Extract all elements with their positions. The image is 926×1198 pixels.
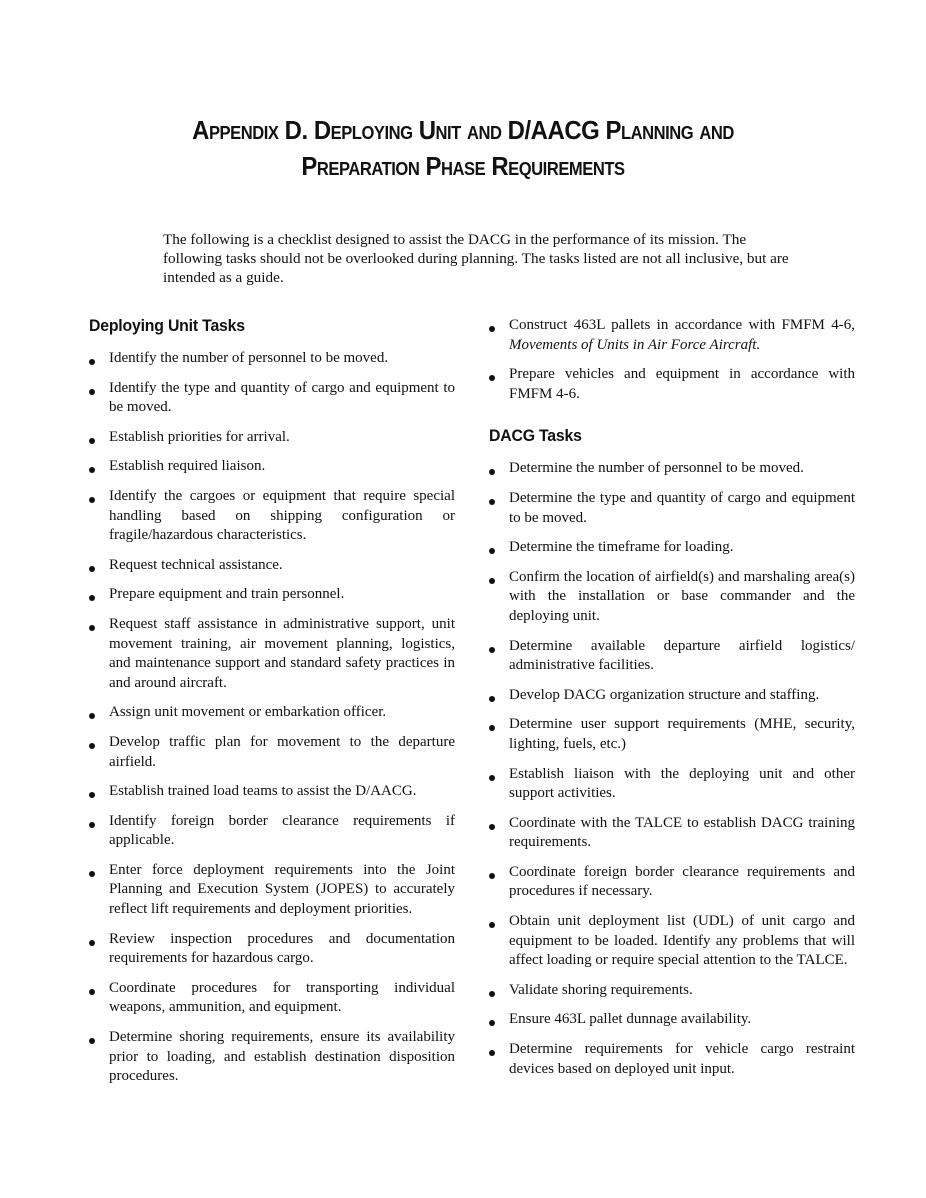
list-item: Identify the cargoes or equipment that require special handling based on shipping configuration or fragile/hazardous characteristics. (89, 487, 455, 546)
page-title-line-1: Appendix D. Deploying Unit and D/AACG Planning and (192, 115, 734, 145)
list-item: Coordinate foreign border clearance requirements and procedures if necessary. (489, 863, 855, 902)
list-item: Ensure 463L pallet dunnage availability. (489, 1010, 855, 1030)
list-item: Coordinate procedures for transporting individual weapons, ammunition, and equipment. (89, 979, 455, 1018)
list-item: Determine shoring requirements, ensure its availability prior to loading, and establish destination disposition procedures. (89, 1028, 455, 1087)
bullet-icon (89, 737, 95, 743)
list-item: Develop traffic plan for movement to the departure airfield. (89, 733, 455, 772)
page-title (92, 112, 834, 184)
list-item: Assign unit movement or embarkation officer. (89, 703, 455, 723)
intro-paragraph: The following is a checklist designed to assist the DACG in the performance of its mission. The following tasks should not be overlooked during planning. The tasks listed are not all inclusive, but are intended as a guide. (163, 231, 789, 286)
bullet-icon (489, 985, 495, 991)
list-item: Establish liaison with the deploying unit and other support activities. (489, 765, 855, 804)
list-item: Enter force deployment requirements into the Joint Planning and Execution System (JOPES) to accurately reflect lift requirements and deployment priorities. (89, 861, 455, 920)
list-item: Request staff assistance in administrative support, unit movement training, air movement planning, logistics, and maintenance support and standard safety practices in and around aircraft. (89, 615, 455, 693)
bullet-icon (489, 916, 495, 922)
list-item: Identify foreign border clearance requirements if applicable. (89, 812, 455, 851)
bullet-icon (489, 542, 495, 548)
bullet-icon (489, 1014, 495, 1020)
list-item: Request technical assistance. (89, 556, 455, 576)
bullet-icon (489, 463, 495, 469)
bullet-icon (89, 560, 95, 566)
list-item: Establish trained load teams to assist the D/AACG. (89, 782, 455, 802)
bullet-icon (489, 369, 495, 375)
list-item: Validate shoring requirements. (489, 981, 855, 1001)
list-item: Establish priorities for arrival. (89, 428, 455, 448)
bullet-icon (89, 383, 95, 389)
list-item: Coordinate with the TALCE to establish DACG training requirements. (489, 814, 855, 853)
left-column (89, 316, 455, 1097)
bullet-icon (489, 769, 495, 775)
deploying-unit-tasks-heading: Deploying Unit Tasks (89, 316, 245, 335)
list-item: Prepare vehicles and equipment in accordance with FMFM 4-6. (489, 365, 855, 404)
bullet-icon (489, 1044, 495, 1050)
list-item: Determine the timeframe for loading. (489, 538, 855, 558)
list-item: Identify the type and quantity of cargo and equipment to be moved. (89, 379, 455, 418)
bullet-icon (489, 690, 495, 696)
list-item: Review inspection procedures and documentation requirements for hazardous cargo. (89, 930, 455, 969)
list-item: Construct 463L pallets in accordance with FMFM 4-6, Movements of Units in Air Force Aircraft. (489, 316, 855, 355)
bullet-icon (89, 461, 95, 467)
bullet-icon (489, 493, 495, 499)
bullet-icon (89, 432, 95, 438)
list-item: Determine requirements for vehicle cargo restraint devices based on deployed unit input. (489, 1040, 855, 1079)
list-item: Prepare equipment and train personnel. (89, 585, 455, 605)
bullet-icon (489, 320, 495, 326)
deploying-unit-task-list-continued (489, 316, 855, 404)
bullet-icon (89, 934, 95, 940)
dacg-tasks-heading: DACG Tasks (489, 426, 582, 446)
bullet-icon (489, 572, 495, 578)
right-column (489, 316, 855, 1089)
bullet-icon (489, 719, 495, 725)
list-item: Establish required liaison. (89, 457, 455, 477)
list-item: Develop DACG organization structure and staffing. (489, 686, 855, 706)
list-item: Determine the type and quantity of cargo and equipment to be moved. (489, 489, 855, 528)
list-item: Determine user support requirements (MHE, security, lighting, fuels, etc.) (489, 715, 855, 754)
bullet-icon (89, 589, 95, 595)
list-item: Determine available departure airfield logistics/ administrative facilities. (489, 637, 855, 676)
bullet-icon (489, 867, 495, 873)
bullet-icon (89, 619, 95, 625)
bullet-icon (89, 1032, 95, 1038)
list-item: Obtain unit deployment list (UDL) of unit cargo and equipment to be loaded. Identify any problems that will affect loading or require special attention to the TALCE. (489, 912, 855, 971)
bullet-icon (89, 353, 95, 359)
list-item: Confirm the location of airfield(s) and marshaling area(s) with the installation or base commander and the deploying unit. (489, 568, 855, 627)
bullet-icon (489, 818, 495, 824)
bullet-icon (489, 641, 495, 647)
page-title-line-2: Preparation Phase Requirements (301, 151, 625, 181)
list-item: Determine the number of personnel to be moved. (489, 459, 855, 479)
publication-title: Movements of Units in Air Force Aircraft. (509, 336, 761, 353)
bullet-icon (89, 491, 95, 497)
bullet-icon (89, 983, 95, 989)
list-item: Identify the number of personnel to be moved. (89, 349, 455, 369)
bullet-icon (89, 865, 95, 871)
bullet-icon (89, 707, 95, 713)
deploying-unit-task-list (89, 349, 455, 1087)
dacg-task-list (489, 459, 855, 1079)
bullet-icon (89, 816, 95, 822)
bullet-icon (89, 786, 95, 792)
